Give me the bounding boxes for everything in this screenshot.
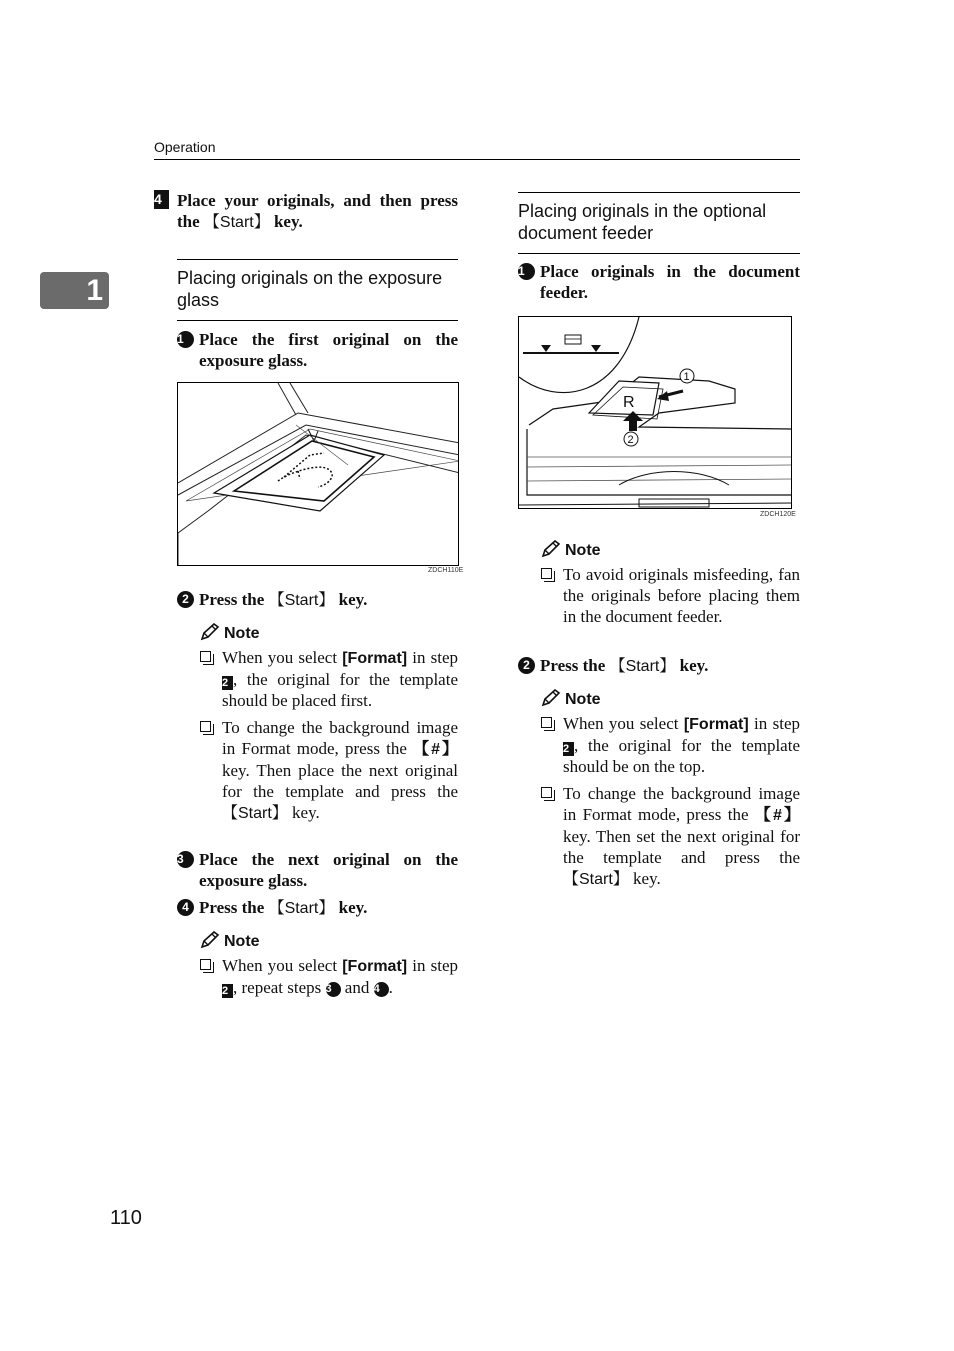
note-block-1	[200, 623, 458, 824]
pencil-note-icon	[541, 689, 561, 707]
substep-1: 1 Place the first original on the exposure glass.	[177, 330, 458, 370]
substep-1: 1 Place originals in the document feeder.	[518, 262, 800, 302]
note-block-2	[200, 931, 458, 998]
checkbox-bullet-icon	[541, 568, 552, 579]
section-rule-bottom	[518, 253, 800, 254]
substep-number: 1	[177, 331, 194, 348]
svg-text:2: 2	[627, 434, 634, 446]
header-rule	[154, 159, 800, 160]
note-item: To avoid originals misfeeding, fan the originals before placing them in the document feeder.	[541, 564, 800, 627]
substep-3: 3 Place the next original on the exposure glass.	[177, 850, 458, 890]
svg-text:R: R	[623, 394, 635, 411]
note-item: When you select [Format] in step 2 , repeat steps 3 and 4 .	[200, 955, 458, 998]
substep-2: 2 Press the 【Start】 key.	[177, 589, 458, 611]
note-block-3	[541, 540, 800, 627]
exposure-glass-drawing	[178, 383, 459, 566]
step-number: 4	[154, 190, 169, 209]
substep-2: 2 Press the 【Start】 key.	[518, 655, 800, 677]
pencil-note-icon	[541, 540, 561, 558]
left-column	[154, 190, 458, 233]
note-item: When you select [Format] in step 2 , the original for the template should be placed first.	[200, 647, 458, 711]
substep-4: 4 Press the 【Start】 key.	[177, 897, 458, 919]
figure-code-2: ZDCH120E	[760, 511, 796, 518]
pencil-note-icon	[200, 931, 220, 949]
checkbox-bullet-icon	[541, 787, 552, 798]
section-title-exposure: Placing originals on the exposure glass	[177, 268, 443, 310]
note-block-4	[541, 689, 800, 890]
checkbox-bullet-icon	[541, 717, 552, 728]
note-label: Note	[224, 625, 260, 642]
page-number: 110	[110, 1207, 142, 1229]
note-item: To change the background image in Format mode, press the 【#】 key. Then set the next original for the template and press the 【Start】 key.	[541, 783, 800, 890]
note-label: Note	[224, 933, 260, 950]
step-4: 4 Place your originals, and then press the 【Start】 key.	[154, 191, 458, 231]
note-label: Note	[565, 691, 601, 708]
checkbox-bullet-icon	[200, 721, 211, 732]
start-key: 【Start】	[203, 214, 270, 231]
checkbox-bullet-icon	[200, 651, 211, 662]
exposure-glass-illustration	[177, 382, 459, 566]
pencil-note-icon	[200, 623, 220, 641]
section-title-feeder: Placing originals in the optional document feeder	[518, 201, 767, 243]
svg-text:1: 1	[683, 371, 690, 383]
section-rule-top	[177, 259, 458, 260]
section-rule-top	[518, 192, 800, 193]
section-rule-bottom	[177, 320, 458, 321]
note-item: When you select [Format] in step 2 , the original for the template should be on the top.	[541, 713, 800, 777]
document-feeder-drawing	[519, 317, 792, 509]
document-feeder-illustration	[518, 316, 792, 509]
chapter-tab: 1	[40, 272, 109, 309]
note-label: Note	[565, 542, 601, 559]
note-item: To change the background image in Format mode, press the 【#】 key. Then place the next original for the template and press the 【Start】 key.	[200, 717, 458, 824]
running-header: Operation	[154, 139, 216, 155]
checkbox-bullet-icon	[200, 959, 211, 970]
figure-code-1: ZDCH110E	[428, 567, 464, 574]
